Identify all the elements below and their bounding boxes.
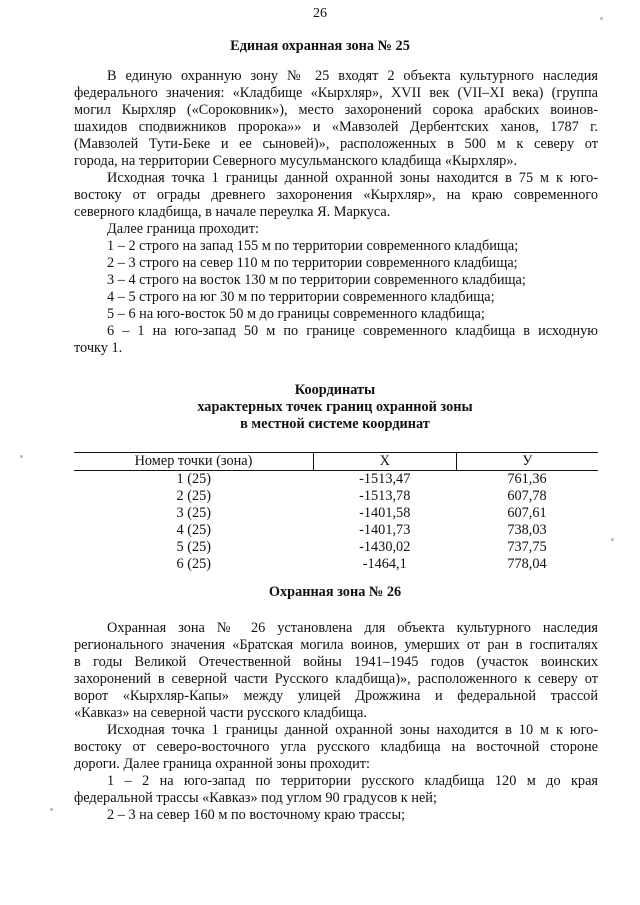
- section-25-border-line: 2 – 3 строго на север 110 м по территории современного кладбища;: [107, 255, 518, 271]
- section-26-border-line: 1 – 2 на юго-запад по территории русского кладбища 120 м до края: [107, 773, 598, 789]
- coords-heading-line: в местной системе координат: [240, 416, 430, 432]
- table-row: [74, 556, 598, 573]
- coordinates-table: [74, 452, 598, 573]
- table-row: [74, 539, 598, 556]
- point-cell: 6 (25): [176, 556, 212, 572]
- column-header-point: Номер точки (зона): [74, 453, 313, 471]
- section-26-para1-line: Охранная зона № 26 установлена для объекта культурного наследия: [107, 620, 598, 636]
- scan-speck: [50, 808, 53, 811]
- y-cell: 607,78: [507, 488, 547, 504]
- section-25-para2-line: Исходная точка 1 границы данной охранной зоны находится в 75 м к юго-: [107, 170, 598, 186]
- y-cell: 761,36: [507, 471, 547, 487]
- section-25-border-line: точку 1.: [74, 340, 123, 356]
- section-25-para1-line: В единую охранную зону № 25 входят 2 объекта культурного наследия: [107, 68, 598, 84]
- point-cell: 5 (25): [176, 539, 212, 555]
- section-26-para2-line: востоку от северо-восточного угла русского кладбища на восточной стороне: [74, 739, 598, 755]
- x-cell: -1401,58: [359, 505, 411, 521]
- section-26-para1-line: в годы Великой Отечественной войны 1941–1945 годов (участок воинских: [74, 654, 598, 670]
- x-cell: -1513,78: [359, 488, 411, 504]
- column-header-y: У: [456, 453, 598, 471]
- column-header-x: X: [313, 453, 456, 471]
- section-25-border-line: 6 – 1 на юго-запад 50 м по границе современного кладбища в исходную: [107, 323, 598, 339]
- section-26-para2-line: дороги. Далее граница охранной зоны проходит:: [74, 756, 370, 772]
- section-25-border-intro: Далее граница проходит:: [107, 221, 259, 237]
- table-row: [74, 488, 598, 505]
- section-25-para2-line: северного кладбища, в начале переулка Я. Маркуса.: [74, 204, 391, 220]
- coords-heading-line: Координаты: [294, 382, 376, 398]
- section-26-para1-line: захоронений в северной части Русского кладбища)», расположенного к северу от: [74, 671, 598, 687]
- section-25-border-line: 4 – 5 строго на юг 30 м по территории современного кладбища;: [107, 289, 495, 305]
- x-cell: -1464,1: [362, 556, 407, 572]
- page-number: 26: [313, 6, 327, 21]
- y-cell: 778,04: [507, 556, 547, 572]
- x-cell: -1401,73: [359, 522, 411, 538]
- scan-speck: [20, 455, 23, 458]
- scan-speck: [600, 17, 603, 20]
- y-cell: 737,75: [507, 539, 547, 555]
- section-25-border-line: 3 – 4 строго на восток 130 м по территории современного кладбища;: [107, 272, 526, 288]
- section-25-para1-line: шахидов сподвижников пророка»» и «Мавзолей Дербентских ханов, 1787 г.: [74, 119, 598, 135]
- section-25-title: Единая охранная зона № 25: [230, 38, 410, 54]
- x-cell: -1513,47: [359, 471, 411, 487]
- section-25-para1-line: города, на территории Северного мусульманского кладбища «Кырхляр».: [74, 153, 518, 169]
- section-25-para1-line: федерального значения: «Кладбище «Кырхляр», XVII век (VII–XI века) (группа: [74, 85, 598, 101]
- section-26-para1-line: ворот «Кырхляр-Капы» между улицей Дрожжина и федеральной трассой: [74, 688, 598, 704]
- point-cell: 1 (25): [176, 471, 212, 487]
- section-26-para2-line: Исходная точка 1 границы данной охранной зоны находится в 10 м к юго-: [107, 722, 598, 738]
- table-row: [74, 522, 598, 539]
- section-25-para1-line: (Мавзолей Тути-Беке и ее сыновей)», расположенных в 500 м к севеpу от: [74, 136, 598, 152]
- point-cell: 4 (25): [176, 522, 212, 538]
- table-header-row: [74, 453, 598, 471]
- section-26-title: Охранная зона № 26: [268, 584, 402, 600]
- section-25-para2-line: востоку от ограды древнего захоронения «Кырхляр», на краю современного: [74, 187, 598, 203]
- table-row: [74, 471, 598, 489]
- section-25-border-line: 1 – 2 строго на запад 155 м по территории современного кладбища;: [107, 238, 519, 254]
- scan-speck: [611, 538, 614, 541]
- section-26-border-line: федеральной трассы «Кавказ» под углом 90 градусов к ней;: [74, 790, 437, 806]
- y-cell: 607,61: [507, 505, 547, 521]
- section-26-para1-line: «Кавказ» на северной части русского кладбища.: [74, 705, 367, 721]
- point-cell: 2 (25): [176, 488, 212, 504]
- section-25-para1-line: могил Кырхляр («Сороковник»), место захоронений сорока арабских воинов-: [74, 102, 598, 118]
- x-cell: -1430,02: [359, 539, 411, 555]
- y-cell: 738,03: [507, 522, 547, 538]
- point-cell: 3 (25): [176, 505, 212, 521]
- section-26-para1-line: регионального значения «Братская могила воинов, умерших от ран в госпиталях: [74, 637, 598, 653]
- section-25-border-line: 5 – 6 на юго-восток 50 м до границы современного кладбища;: [107, 306, 485, 322]
- coords-heading-line: характерных точек границ охранной зоны: [197, 399, 473, 415]
- section-26-border-line: 2 – 3 на север 160 м по восточному краю трассы;: [107, 807, 406, 823]
- table-row: [74, 505, 598, 522]
